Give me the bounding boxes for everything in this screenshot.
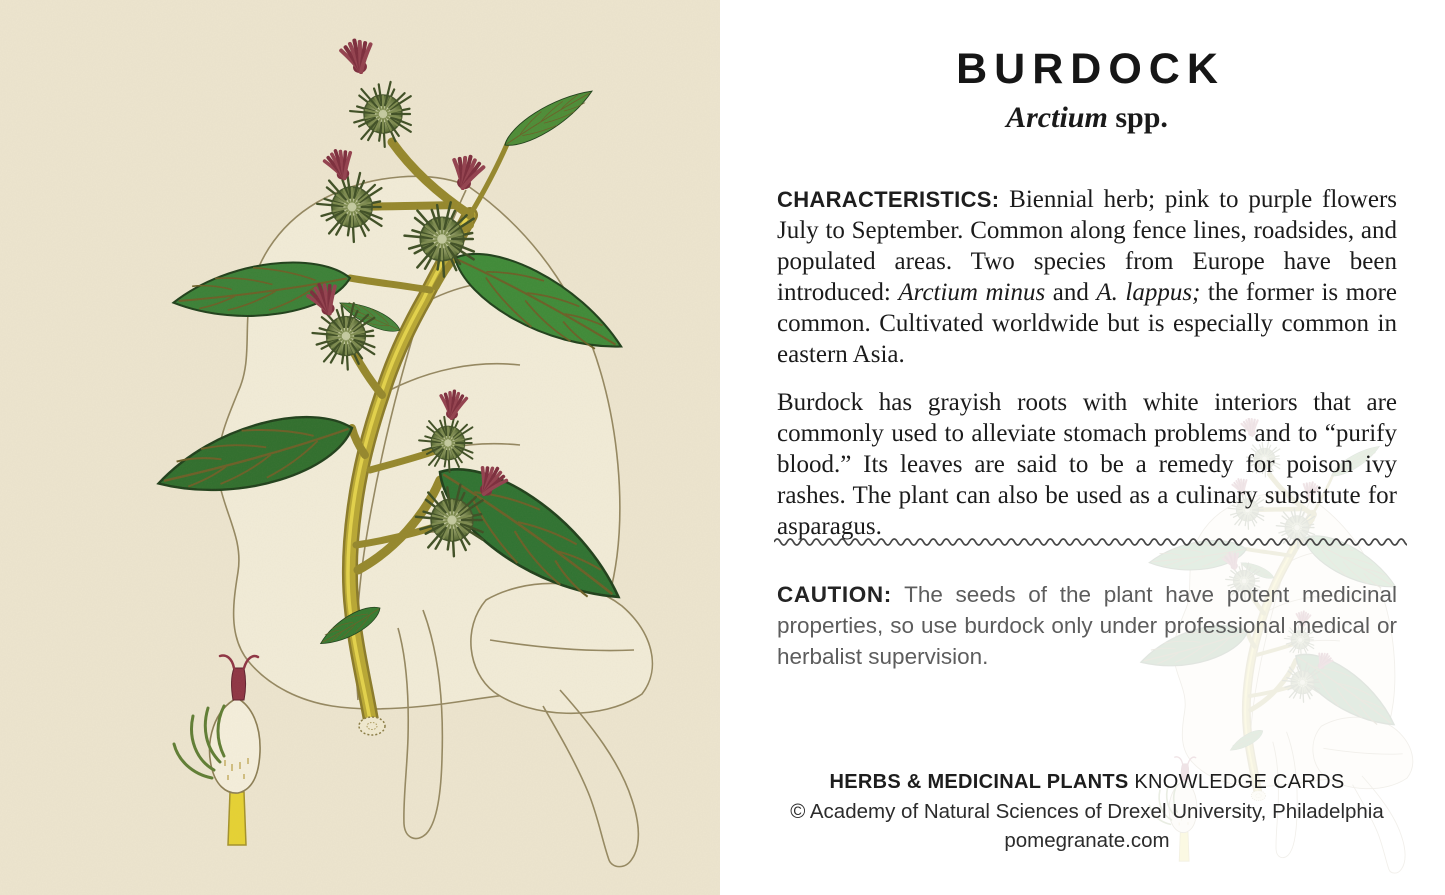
genus-name: Arctium: [1006, 101, 1108, 134]
footer: [777, 771, 1397, 853]
series-title: [777, 771, 1397, 794]
burdock-botanical-illustration: [0, 0, 720, 895]
caution-label: CAUTION:: [777, 581, 892, 607]
characteristics-text-3: the former is more common. Cultivated worldwide but is especially common in eastern Asia.: [777, 279, 1397, 368]
caution-paragraph: [777, 579, 1397, 672]
paper-texture: [0, 0, 720, 895]
characteristics-paragraph: [777, 184, 1397, 370]
series-title-bold: HERBS & MEDICINAL PLANTS: [829, 771, 1129, 793]
page-title: BURDOCK: [956, 45, 1225, 93]
characteristics-text-2: and: [1045, 279, 1097, 306]
description-paragraph: Burdock has grayish roots with white interiors that are commonly used to alleviate stomach problems and to “purify blood.” Its leaves are said to be a remedy for poison ivy rashes. The plant can also be used as a culinary substitute for asparagus.: [777, 389, 1397, 540]
publisher-website: pomegranate.com: [1004, 829, 1170, 852]
species-name-1: Arctium minus: [898, 279, 1046, 306]
scientific-name: [777, 101, 1397, 135]
characteristics-label: CHARACTERISTICS:: [777, 187, 1000, 212]
card-content: [777, 0, 1397, 895]
series-title-regular: KNOWLEDGE CARDS: [1128, 771, 1345, 793]
illustration-panel: [0, 0, 720, 895]
copyright-credit: © Academy of Natural Sciences of Drexel University, Philadelphia: [790, 800, 1384, 823]
species-name-2: A. lappus;: [1096, 279, 1201, 306]
wavy-divider: [774, 536, 1407, 548]
characteristics-text-1: Biennial herb; pink to purple flowers July to September. Common along fence lines, roadsides, and populated areas. Two species from Europe have been introduced:: [777, 186, 1397, 306]
caution-text: The seeds of the plant have potent medicinal properties, so use burdock only under professional medical or herbalist supervision.: [777, 581, 1397, 669]
species-suffix: spp.: [1107, 101, 1168, 134]
text-panel: [720, 0, 1445, 895]
